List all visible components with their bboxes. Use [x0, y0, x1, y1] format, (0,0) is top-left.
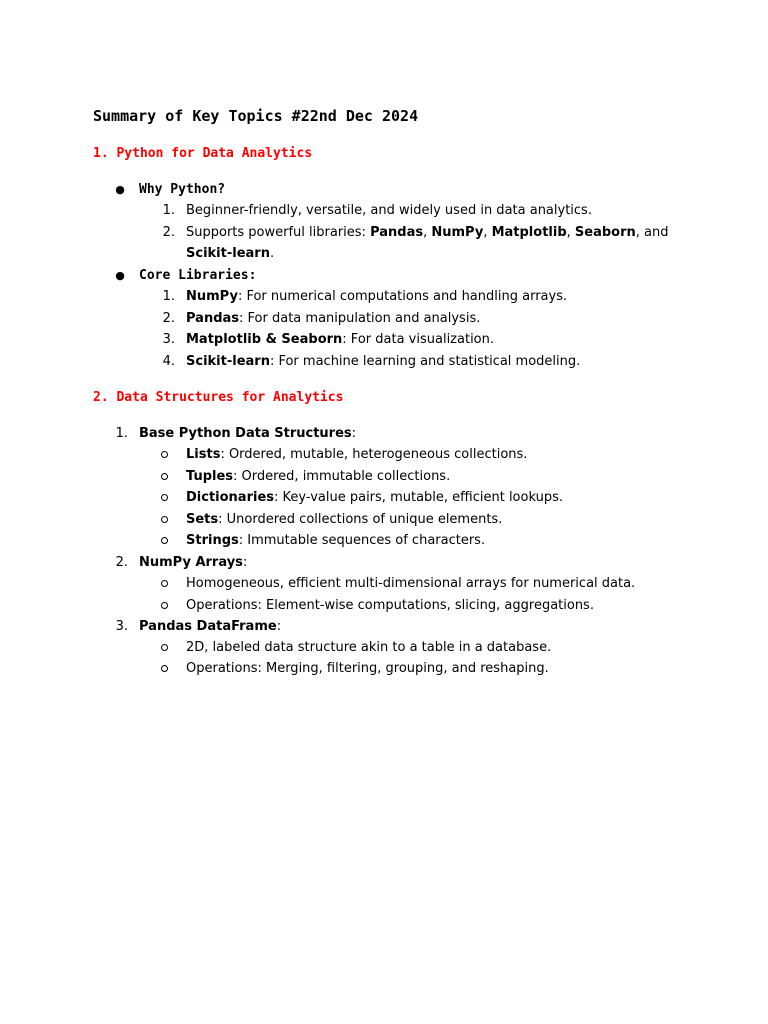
colon: :: [276, 619, 282, 634]
bullet-disc-icon: ●: [115, 269, 125, 282]
why-python-item-2-continuation: [186, 245, 274, 263]
numpy-arrays-item-2: Operations: Element-wise computations, slicing, aggregations.: [186, 598, 594, 613]
bullet-circle-icon: [161, 494, 168, 501]
pandas-dataframe-item-2: Operations: Merging, filtering, grouping, and reshaping.: [186, 661, 549, 676]
core-library-item-scikit-learn: [186, 353, 580, 371]
list-number: 3.: [115, 619, 128, 634]
why-python-label: Why Python?: [139, 182, 226, 197]
separator: ,: [566, 225, 575, 240]
section-heading-python-for-data-analytics: 1. Python for Data Analytics: [93, 146, 313, 161]
library-name-seaborn: Seaborn: [574, 225, 636, 240]
period: .: [269, 246, 275, 261]
library-name: NumPy: [186, 289, 238, 304]
structure-description: : Ordered, mutable, heterogeneous collections.: [220, 447, 528, 462]
data-structure-item-dictionaries: [186, 489, 563, 507]
bullet-circle-icon: [161, 473, 168, 480]
data-structure-item-tuples: [186, 468, 450, 486]
list-number: 3.: [162, 332, 175, 347]
list-number: 1.: [115, 426, 128, 441]
core-library-item-numpy: [186, 288, 567, 306]
library-name: Pandas: [186, 311, 240, 326]
library-name: Scikit-learn: [186, 354, 270, 369]
bullet-circle-icon: [161, 644, 168, 651]
library-name-matplotlib: Matplotlib: [491, 225, 567, 240]
pandas-dataframe-item-1: 2D, labeled data structure akin to a table in a database.: [186, 640, 552, 655]
library-name: Matplotlib & Seaborn: [186, 332, 343, 347]
core-library-item-matplotlib-seaborn: [186, 331, 494, 349]
list-number: 1.: [162, 289, 175, 304]
why-python-item-2: [186, 224, 669, 242]
structure-name: Lists: [186, 447, 221, 462]
structure-description: : Key-value pairs, mutable, efficient lookups.: [274, 490, 563, 505]
base-python-data-structures-label: [139, 425, 356, 443]
structure-description: : Unordered collections of unique elements.: [218, 512, 503, 527]
library-description: : For data visualization.: [342, 332, 494, 347]
structure-name: Tuples: [186, 469, 234, 484]
structure-description: : Immutable sequences of characters.: [238, 533, 486, 548]
separator: ,: [483, 225, 492, 240]
bullet-circle-icon: [161, 580, 168, 587]
data-structure-item-sets: [186, 511, 502, 529]
list-number: 2.: [162, 225, 175, 240]
bullet-circle-icon: [161, 602, 168, 609]
numpy-arrays-item-1: Homogeneous, efficient multi-dimensional arrays for numerical data.: [186, 576, 636, 591]
list-number: 2.: [115, 555, 128, 570]
core-library-item-pandas: [186, 310, 480, 328]
group-label: Base Python Data Structures: [139, 426, 352, 441]
structure-name: Sets: [186, 512, 219, 527]
group-label: NumPy Arrays: [139, 555, 243, 570]
pandas-dataframe-label: [139, 618, 281, 636]
bullet-disc-icon: ●: [115, 183, 125, 196]
bullet-circle-icon: [161, 451, 168, 458]
data-structure-item-lists: [186, 446, 527, 464]
why-python-item-1: Beginner-friendly, versatile, and widely used in data analytics.: [186, 203, 592, 218]
bullet-circle-icon: [161, 516, 168, 523]
bullet-circle-icon: [161, 665, 168, 672]
library-name-pandas: Pandas: [370, 225, 424, 240]
colon: :: [351, 426, 357, 441]
structure-description: : Ordered, immutable collections.: [233, 469, 451, 484]
library-name-scikit-learn: Scikit-learn: [186, 246, 270, 261]
separator: ,: [423, 225, 432, 240]
library-name-numpy: NumPy: [431, 225, 484, 240]
list-number: 2.: [162, 311, 175, 326]
structure-name: Dictionaries: [186, 490, 275, 505]
list-number: 4.: [162, 354, 175, 369]
list-number: 1.: [162, 203, 175, 218]
library-description: : For data manipulation and analysis.: [239, 311, 481, 326]
separator: , and: [635, 225, 669, 240]
group-label: Pandas DataFrame: [139, 619, 277, 634]
library-description: : For numerical computations and handling arrays.: [237, 289, 568, 304]
data-structure-item-strings: [186, 532, 485, 550]
numpy-arrays-label: [139, 554, 247, 572]
bullet-circle-icon: [161, 537, 168, 544]
item-text: Supports powerful libraries:: [186, 225, 371, 240]
core-libraries-label: Core Libraries:: [139, 268, 257, 283]
library-description: : For machine learning and statistical modeling.: [269, 354, 581, 369]
structure-name: Strings: [186, 533, 239, 548]
colon: :: [242, 555, 248, 570]
document-title: Summary of Key Topics #22nd Dec 2024: [93, 107, 419, 125]
section-heading-data-structures: 2. Data Structures for Analytics: [93, 390, 344, 405]
